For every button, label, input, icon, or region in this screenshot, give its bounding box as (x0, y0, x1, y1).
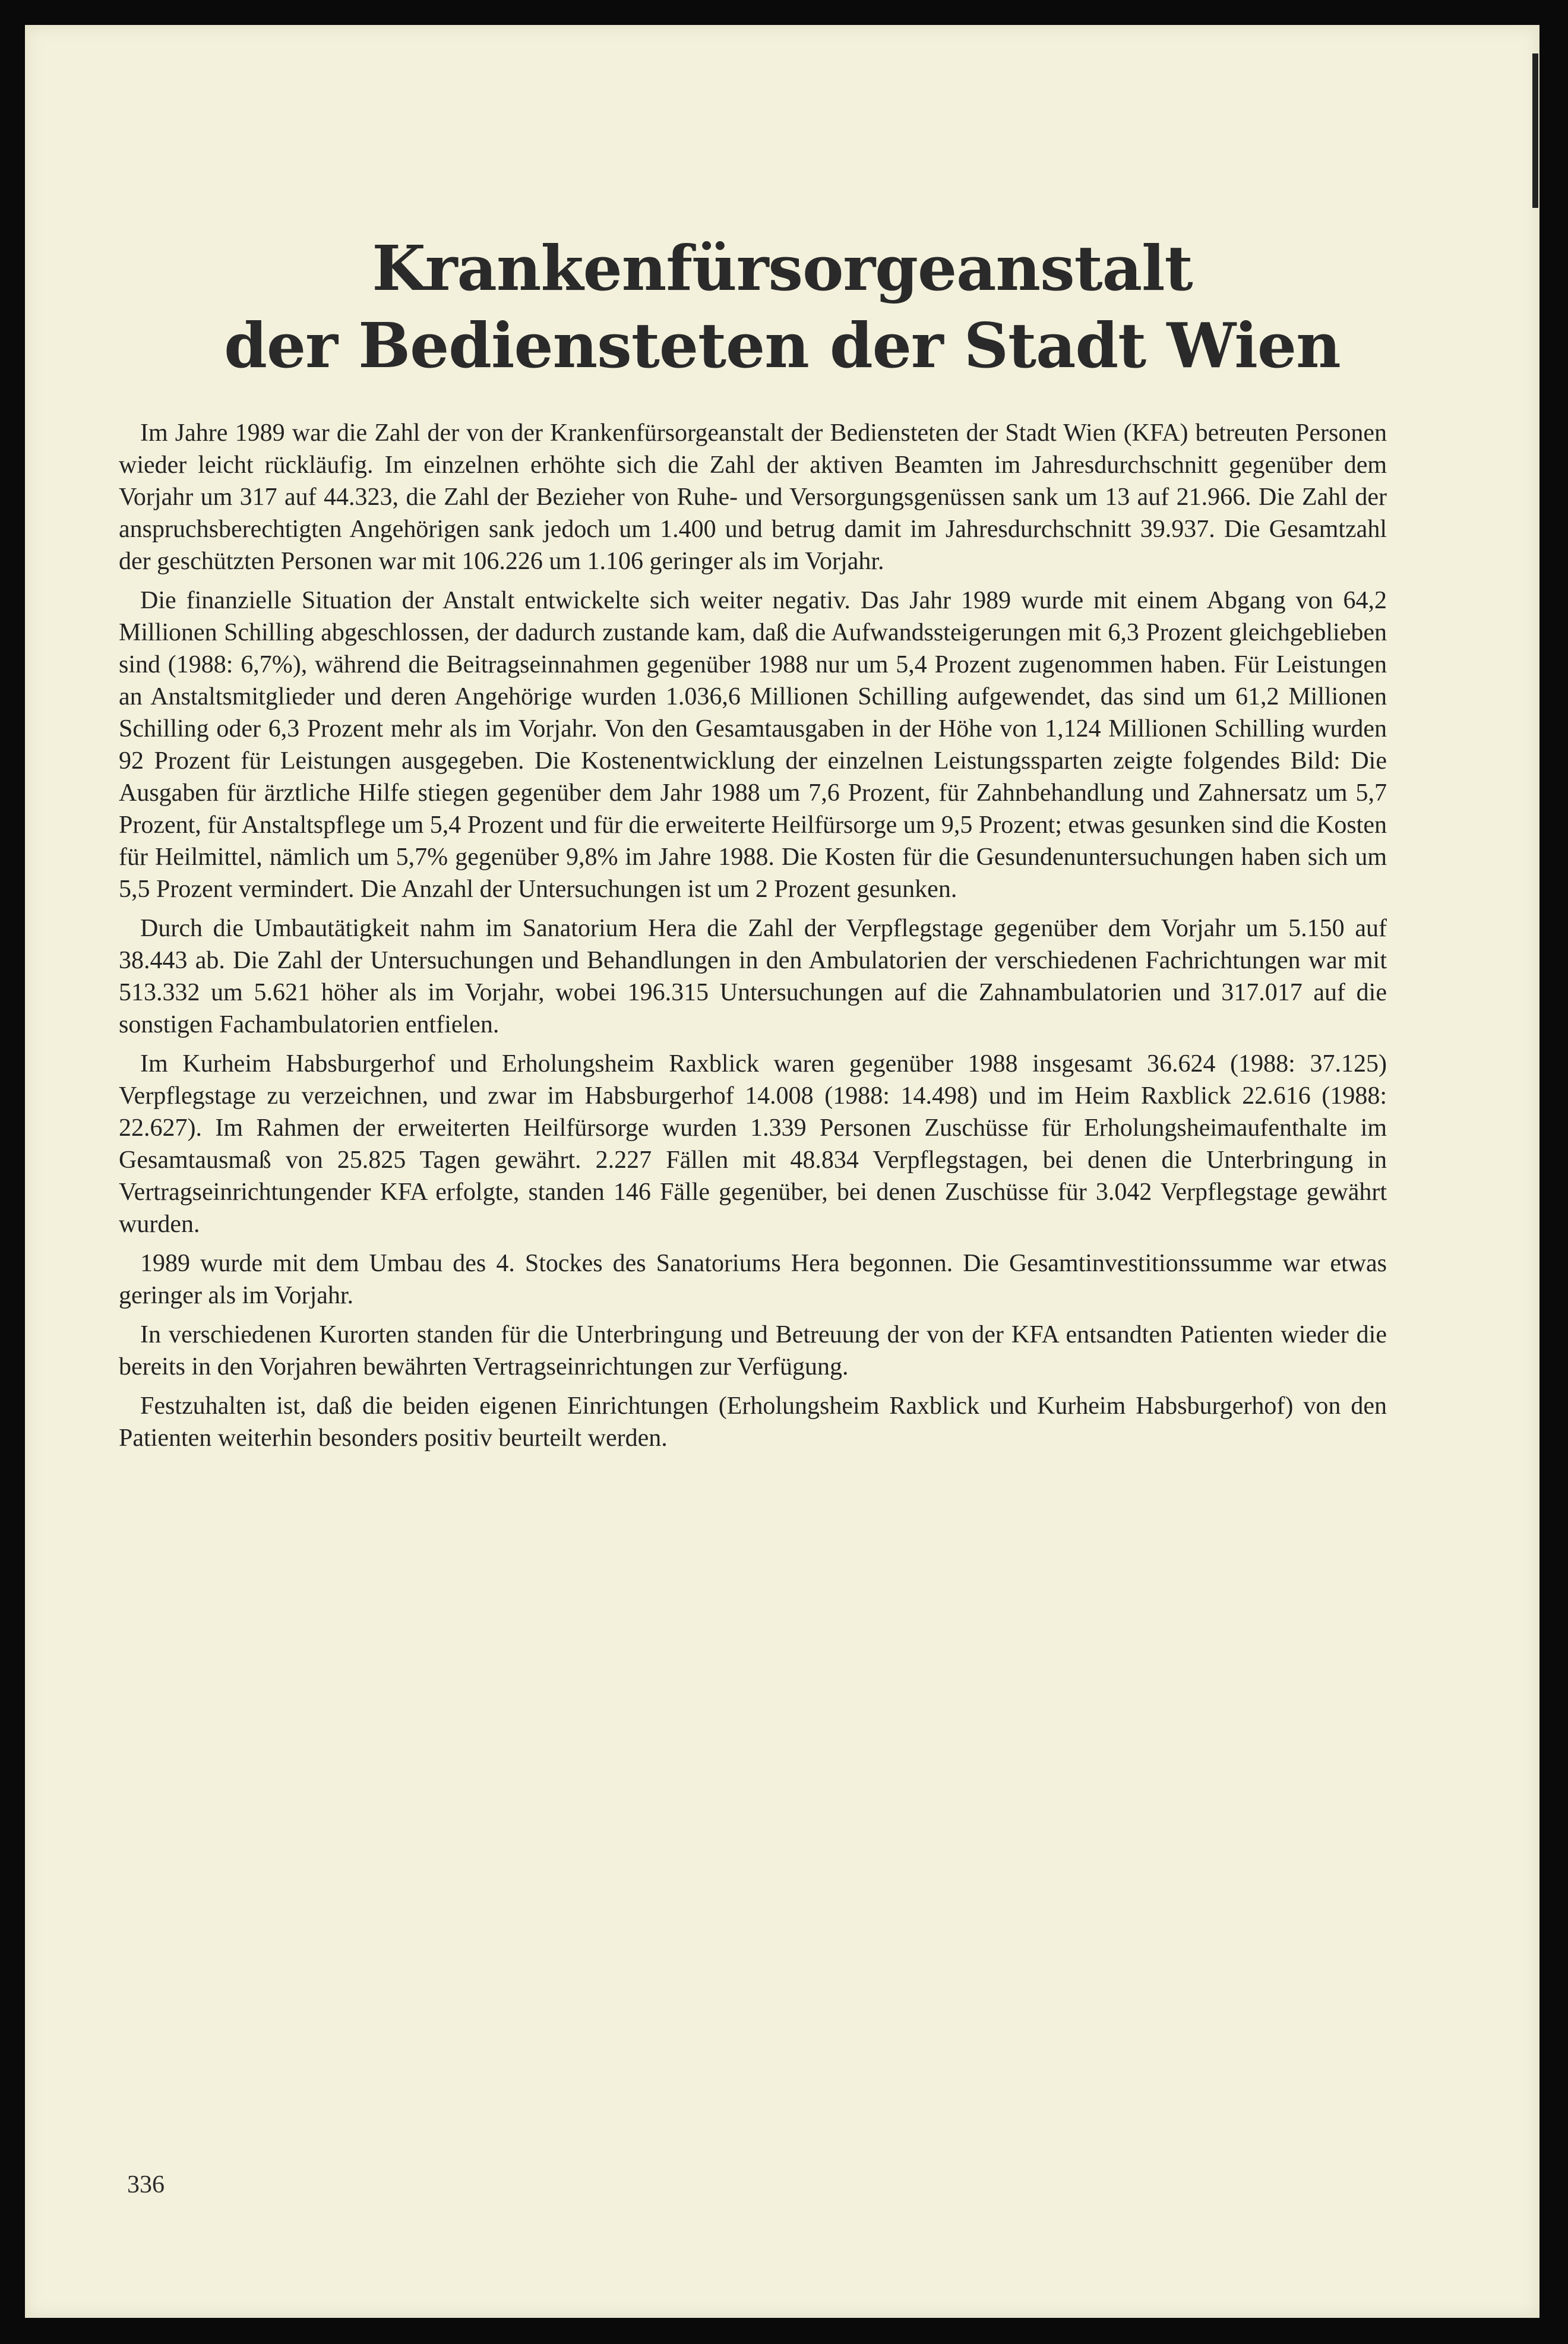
paragraph-6: In verschiedenen Kurorten standen für die Unterbringung und Betreuung der von der KFA entsandten Patienten wieder die bereits in den Vorjahren bewährten Vertragseinrichtungen zur Verfügung. (119, 1321, 1387, 1381)
paragraph-1: Im Jahre 1989 war die Zahl der von der Krankenfürsorgeanstalt der Bediensteten der Stadt Wien (KFA) betreuten Personen wieder leicht rückläufig. Im einzelnen erhöhte sich die Zahl der aktiven Beamten im Jahresdurchschnitt gegenüber dem Vorjahr um 317 auf 44.323, die Zahl der Bezieher von Ruhe- und Versorgungsgenüssen sank um 13 auf 21.966. Die Zahl der anspruchsberechtigten Angehörigen sank jedoch um 1.400 und betrug damit im Jahresdurchschnitt 39.937. Die Gesamtzahl der geschützten Personen war mit 106.226 um 1.106 geringer als im Vorjahr. (119, 419, 1387, 575)
document-page (25, 25, 1539, 2318)
paragraph-7: Festzuhalten ist, daß die beiden eigenen Einrichtungen (Erholungsheim Raxblick und Kurheim Habsburgerhof) von den Patienten weiterhin besonders positiv beurteilt werden. (119, 1392, 1387, 1452)
page-number: 336 (127, 2171, 165, 2198)
page-title (25, 230, 1539, 384)
page-edge-mark (1532, 53, 1538, 208)
paragraph-5: 1989 wurde mit dem Umbau des 4. Stockes des Sanatoriums Hera begonnen. Die Gesamtinvestitionssumme war etwas geringer als im Vorjahr. (119, 1250, 1387, 1309)
paragraph-3: Durch die Umbautätigkeit nahm im Sanatorium Hera die Zahl der Verpflegstage gegenüber dem Vorjahr um 5.150 auf 38.443 ab. Die Zahl der Untersuchungen und Behandlungen in den Ambulatorien der verschiedenen Fachrichtungen war mit 513.332 um 5.621 höher als im Vorjahr, wobei 196.315 Untersuchungen auf die Zahnambulatorien und 317.017 auf die sonstigen Fachambulatorien entfielen. (119, 915, 1387, 1038)
paragraph-2: Die finanzielle Situation der Anstalt entwickelte sich weiter negativ. Das Jahr 1989 wurde mit einem Abgang von 64,2 Millionen Schilling abgeschlossen, der dadurch zustande kam, daß die Aufwandssteigerungen mit 6,3 Prozent gleichgeblieben sind (1988: 6,7%), während die Beitragseinnahmen gegenüber 1988 nur um 5,4 Prozent zugenommen haben. Für Leistungen an Anstaltsmitglieder und deren Angehörige wurden 1.036,6 Millionen Schilling aufgewendet, das sind um 61,2 Millionen Schilling oder 6,3 Prozent mehr als im Vorjahr. Von den Gesamtausgaben in der Höhe von 1,124 Millionen Schilling wurden 92 Prozent für Leistungen ausgegeben. Die Kostenentwicklung der einzelnen Leistungssparten zeigte folgendes Bild: Die Ausgaben für ärztliche Hilfe stiegen gegenüber dem Jahr 1988 um 7,6 Prozent, für Zahnbehandlung und Zahnersatz um 5,7 Prozent, für Anstaltspflege um 5,4 Prozent und für die erweiterte Heilfürsorge um 9,5 Prozent; etwas gesunken sind die Kosten für Heilmittel, nämlich um 5,7% gegenüber 9,8% im Jahre 1988. Die Kosten für die Gesundenuntersuchungen haben sich um 5,5 Prozent vermindert. Die Anzahl der Untersuchungen ist um 2 Prozent gesunken. (119, 587, 1387, 903)
paragraph-4: Im Kurheim Habsburgerhof und Erholungsheim Raxblick waren gegenüber 1988 insgesamt 36.624 (1988: 37.125) Verpflegstage zu verzeichnen, und zwar im Habsburgerhof 14.008 (1988: 14.498) und im Heim Raxblick 22.616 (1988: 22.627). Im Rahmen der erweiterten Heilfürsorge wurden 1.339 Personen Zuschüsse für Erholungsheimaufenthalte im Gesamtausmaß von 25.825 Tagen gewährt. 2.227 Fällen mit 48.834 Verpflegstagen, bei denen die Unterbringung in Vertragseinrichtungender KFA erfolgte, standen 146 Fälle gegenüber, bei denen Zuschüsse für 3.042 Verpflegstage gewährt wurden. (119, 1050, 1387, 1238)
title-line-1: Krankenfürsorgeanstalt (372, 232, 1193, 305)
body-text (119, 417, 1387, 1461)
title-line-2: der Bediensteten der Stadt Wien (224, 309, 1341, 382)
